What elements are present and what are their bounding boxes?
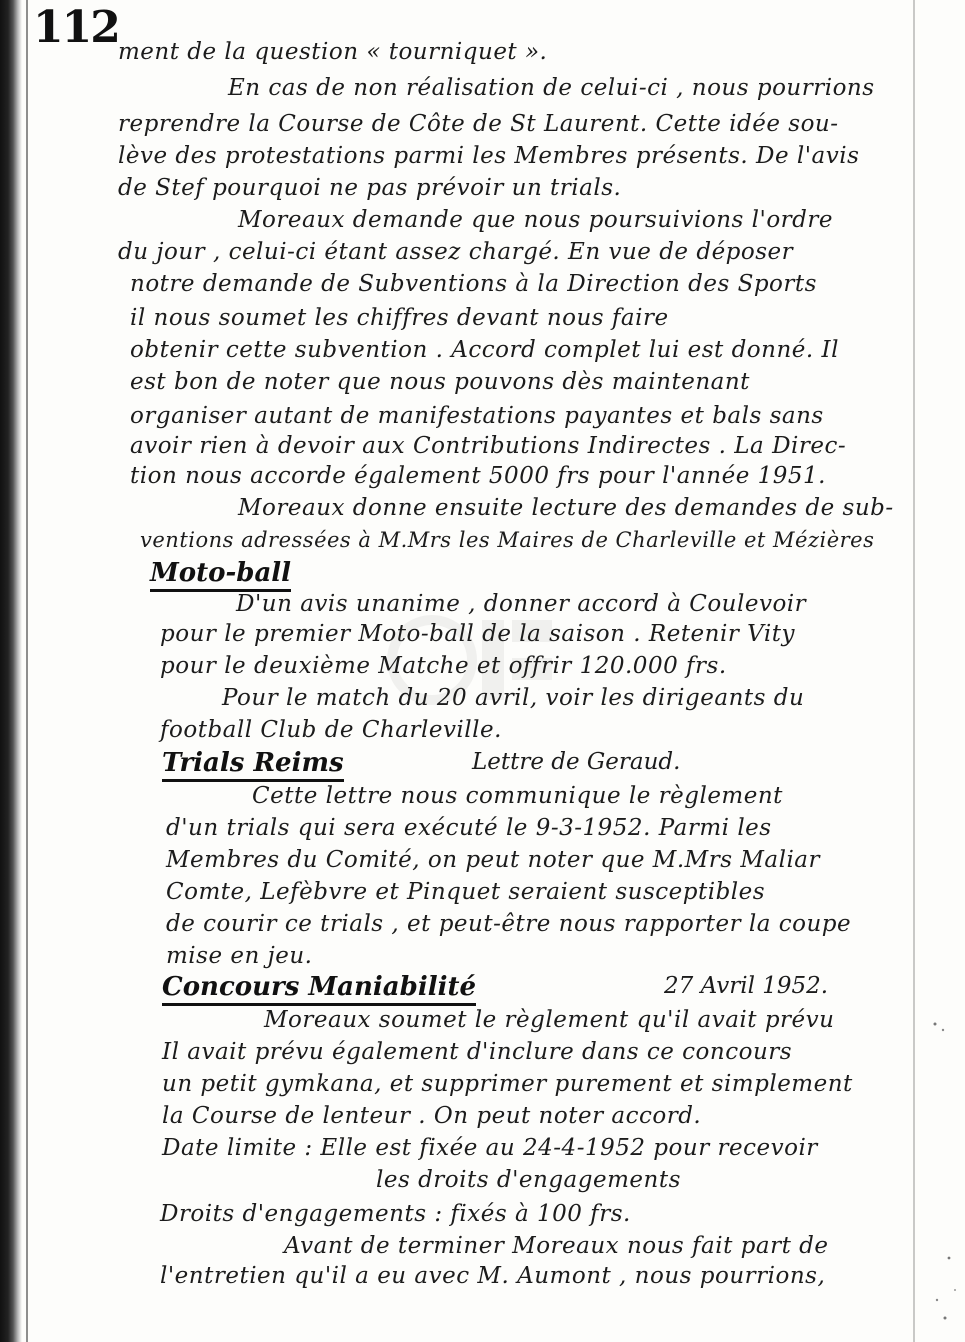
text-line: ventions adressées à M.Mrs les Maires de Charleville et Mézières [140, 528, 875, 552]
text-line: Moreaux demande que nous poursuivions l'ordre [238, 207, 833, 233]
section-heading-moto-ball: Moto-ball [150, 558, 291, 592]
text-line: Moreaux soumet le règlement qu'il avait prévu [264, 1007, 835, 1033]
text-line: Date limite : Elle est fixée au 24-4-1952 pour recevoir [162, 1135, 818, 1161]
text-line: Pour le match du 20 avril, voir les dirigeants du [222, 685, 805, 711]
section-note-concours-date: 27 Avril 1952. [664, 973, 829, 999]
text-line: avoir rien à devoir aux Contributions Indirectes . La Direc- [130, 433, 847, 459]
text-line: mise en jeu. [166, 943, 313, 969]
text-line: de courir ce trials , et peut-être nous rapporter la coupe [166, 911, 852, 937]
text-line: d'un trials qui sera exécuté le 9-3-1952. Parmi les [166, 815, 772, 841]
text-line: l'entretien qu'il a eu avec M. Aumont , nous pourrions, [160, 1263, 826, 1289]
text-line: est bon de noter que nous pouvons dès maintenant [130, 369, 750, 395]
text-line: pour le deuxième Matche et offrir 120.000 frs. [160, 653, 727, 679]
text-line: Avant de terminer Moreaux nous fait part de [284, 1233, 829, 1259]
scan-noise [915, 0, 965, 1342]
text-line: Membres du Comité, on peut noter que M.Mrs Maliar [166, 847, 821, 873]
text-line: pour le premier Moto-ball de la saison . Retenir Vity [160, 621, 795, 647]
text-line: il nous soumet les chiffres devant nous faire [130, 305, 669, 331]
text-line: organiser autant de manifestations payantes et bals sans [130, 403, 824, 429]
text-line: Cette lettre nous communique le règlement [252, 783, 783, 809]
text-line: un petit gymkana, et supprimer purement et simplement [162, 1071, 853, 1097]
text-line: Il avait prévu également d'inclure dans ce concours [162, 1039, 793, 1065]
section-heading-trials-reims: Trials Reims [162, 748, 344, 782]
text-line: lève des protestations parmi les Membres présents. De l'avis [118, 143, 860, 169]
section-heading-concours: Concours Maniabilité [162, 972, 476, 1006]
text-line: tion nous accorde également 5000 frs pour l'année 1951. [130, 463, 826, 489]
text-line: Droits d'engagements : fixés à 100 frs. [160, 1201, 631, 1227]
text-line: Comte, Lefèbvre et Pinquet seraient susceptibles [166, 879, 766, 905]
page-number: 112 [33, 2, 119, 53]
text-line: En cas de non réalisation de celui-ci , nous pourrions [228, 75, 875, 101]
text-line: ment de la question « tourniquet ». [118, 39, 548, 65]
text-line: du jour , celui-ci étant assez chargé. En vue de déposer [118, 239, 794, 265]
text-line: notre demande de Subventions à la Direction des Sports [130, 271, 817, 297]
text-line: les droits d'engagements [376, 1167, 681, 1193]
text-line: Moreaux donne ensuite lecture des demandes de sub- [238, 495, 894, 521]
text-line: de Stef pourquoi ne pas prévoir un trials. [118, 175, 622, 201]
text-line: obtenir cette subvention . Accord complet lui est donné. Il [130, 337, 839, 363]
text-line: football Club de Charleville. [160, 717, 502, 743]
section-note-trials-reims: Lettre de Geraud. [472, 749, 681, 775]
text-line: reprendre la Course de Côte de St Laurent. Cette idée sou- [118, 111, 839, 137]
text-line: D'un avis unanime , donner accord à Coulevoir [236, 591, 807, 617]
text-line: la Course de lenteur . On peut noter accord. [162, 1103, 702, 1129]
